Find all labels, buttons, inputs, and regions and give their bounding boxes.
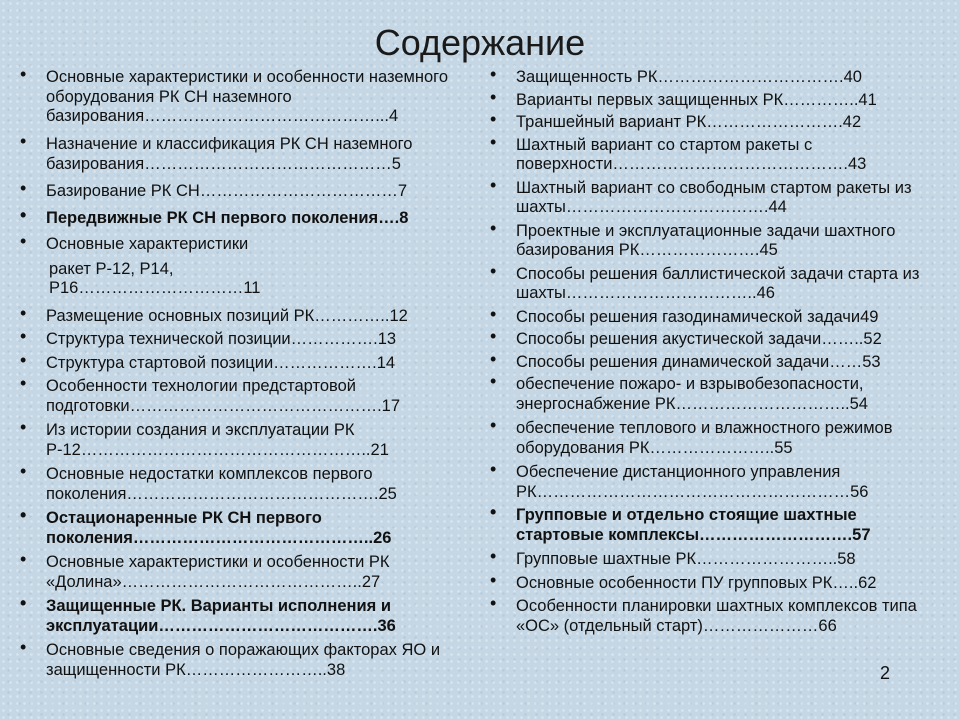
toc-item: • Проектные и эксплуатационные задачи шахтного базирования РК………………….45	[490, 217, 896, 259]
page-title: Содержание	[374, 22, 586, 63]
toc-right-column	[490, 64, 945, 636]
toc-item: • Основные характеристики и особенности наземного оборудования РК СН наземного базирования……………………………………...4	[20, 64, 449, 125]
bullet-icon: •	[490, 459, 497, 479]
toc-item: • Способы решения газодинамической задачи49	[490, 303, 879, 326]
toc-item: • Особенности планировки шахтных комплексов типа «ОС» (отдельный старт)…………………66	[490, 593, 917, 635]
toc-item: • Основные особенности ПУ групповых РК…..62	[490, 569, 877, 592]
toc-item: • Обеспечение дистанционного управления РК…………………………………………………56	[490, 459, 869, 501]
bullet-icon: •	[20, 349, 27, 370]
bullet-icon: •	[490, 415, 497, 435]
bullet-icon: •	[20, 637, 27, 657]
bullet-icon: •	[20, 505, 27, 525]
toc-item: • Структура стартовой позиции……………….14	[20, 349, 396, 372]
bullet-icon: •	[20, 231, 27, 251]
bullet-icon: •	[490, 174, 497, 195]
toc-item: • Шахтный вариант со свободным стартом ракеты из шахты……………………………….44	[490, 174, 912, 216]
toc-item: • Остационаренные РК СН первого поколения……………………………………..26	[20, 505, 392, 547]
bullet-icon: •	[20, 549, 27, 569]
bullet-icon: •	[490, 371, 497, 391]
toc-item: • Способы решения акустической задачи……..52	[490, 326, 882, 348]
bullet-icon: •	[490, 109, 497, 129]
toc-item: • обеспечение теплового и влажностного режимов оборудования РК…………………..55	[490, 415, 893, 457]
toc-item: • Основные характеристики	[20, 231, 249, 253]
bullet-icon: •	[20, 326, 27, 346]
bullet-icon: •	[490, 217, 497, 238]
bullet-icon: •	[20, 178, 27, 198]
bullet-icon: •	[490, 303, 497, 324]
toc-item: • Способы решения динамической задачи……53	[490, 348, 881, 371]
toc-item: • Способы решения баллистической задачи старта из шахты……………………………..46	[490, 260, 920, 302]
page-number: 2	[880, 663, 891, 683]
bullet-icon: •	[490, 569, 497, 590]
toc-item: • Варианты первых защищенных РК…………..41	[490, 86, 877, 109]
toc-item: • Траншейный вариант РК…………………….42	[490, 109, 862, 131]
toc-item: • Групповые шахтные РК……………………..58	[490, 546, 856, 568]
bullet-icon: •	[490, 502, 497, 522]
bullet-icon: •	[20, 204, 27, 225]
bullet-icon: •	[490, 64, 497, 84]
bullet-icon: •	[20, 373, 27, 393]
toc-item: • Структура технической позиции…………….13	[20, 326, 397, 348]
toc-left-column	[20, 64, 470, 680]
toc-item: • Основные сведения о поражающих факторах ЯО и защищенности РК……………………..38	[20, 637, 441, 679]
bullet-icon: •	[490, 326, 497, 346]
bullet-icon: •	[20, 417, 27, 437]
toc-item: • Основные характеристики и особенности РК «Долина»……………………………………..27	[20, 549, 390, 591]
bullet-icon: •	[490, 546, 497, 566]
bullet-icon: •	[20, 131, 27, 151]
bullet-icon: •	[20, 593, 27, 613]
toc-item-continuation: ракет Р-12, Р14, Р16…………………………11	[49, 259, 261, 297]
bullet-icon: •	[490, 593, 497, 613]
toc-item: • Особенности технологии предстартовой подготовки……………………………………….17	[20, 373, 401, 415]
toc-item: • Шахтный вариант со стартом ракеты с поверхности…………………………………….43	[490, 131, 867, 173]
toc-item: • Основные недостатки комплексов первого поколения……………………………………….25	[20, 461, 397, 503]
toc-item: • Размещение основных позиций РК…………..12	[20, 302, 408, 325]
toc-item: • Назначение и классификация РК СН наземного базирования………………………………………5	[20, 131, 413, 173]
toc-item: • Передвижные РК СН первого поколения….8	[20, 204, 409, 227]
bullet-icon: •	[490, 348, 497, 369]
toc-item: • Защищенность РК…………………………….40	[490, 64, 862, 86]
bullet-icon: •	[20, 302, 27, 323]
toc-item: • обеспечение пожаро- и взрывобезопасности, энергоснабжение РК…………………………..54	[490, 371, 868, 413]
bullet-icon: •	[490, 260, 497, 281]
toc-item: • Из истории создания и эксплуатации РК Р-12……………………………………………..21	[20, 417, 389, 459]
bullet-icon: •	[490, 86, 497, 107]
bullet-icon: •	[20, 64, 27, 84]
toc-item: • Защищенные РК. Варианты исполнения и эксплуатации………………………………….36	[20, 593, 396, 635]
toc-item: • Групповые и отдельно стоящие шахтные стартовые комплексы……………………….57	[490, 502, 871, 544]
bullet-icon: •	[490, 131, 497, 152]
bullet-icon: •	[20, 461, 27, 481]
toc-item: • Базирование РК СН………………………………7	[20, 178, 408, 200]
